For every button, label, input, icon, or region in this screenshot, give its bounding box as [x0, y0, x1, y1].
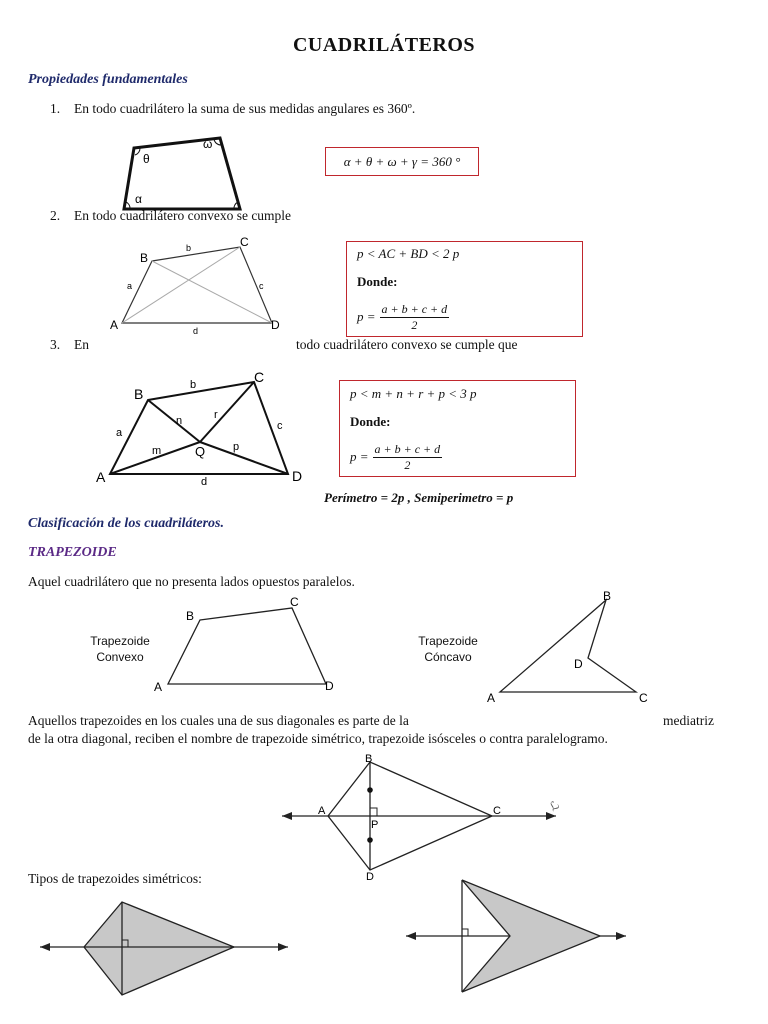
formula-box-diagonals: [346, 241, 583, 337]
vertex-a3-label: A: [96, 469, 106, 485]
item-number-2: 2.: [50, 208, 61, 223]
fraction-1-denominator: 2: [411, 318, 418, 332]
concave-a-label: A: [487, 691, 496, 705]
simetrico-description-part2: mediatriz: [663, 713, 714, 728]
vertex-d3-label: D: [292, 468, 303, 484]
convex-c-label: C: [290, 595, 299, 609]
vertex-b3-label: B: [134, 386, 144, 402]
convex-d-label: D: [325, 679, 334, 693]
angle-omega-label: ω: [203, 137, 213, 151]
donde-label-2: Donde:: [350, 414, 391, 429]
concave-c-label: C: [639, 691, 648, 705]
label-trapezoide-concavo: [412, 633, 484, 665]
figure-simetrico-convexo: [38, 898, 292, 1000]
vertex-c3-label: C: [254, 369, 265, 385]
side-c-label: c: [259, 281, 264, 291]
vertex-b-label: B: [140, 251, 149, 265]
line-l-label: ℒ: [546, 797, 562, 815]
angle-alpha-label: α: [135, 192, 142, 206]
side-d3-label: d: [201, 476, 208, 488]
convex-a-label: A: [154, 680, 163, 694]
point-q-label: Q: [195, 444, 206, 459]
figure-interior-point-quadrilateral: [94, 366, 308, 490]
label-convexo-line1: Trapezoide: [90, 634, 150, 648]
segment-p-label: p: [233, 441, 240, 453]
kite-a-label: A: [318, 805, 326, 817]
side-d-label: d: [193, 326, 199, 336]
side-a3-label: a: [116, 427, 123, 439]
item-text-3: todo cuadrilátero convexo se cumple que: [296, 337, 518, 352]
p-equals-2: p =: [350, 449, 369, 465]
tipos-heading: Tipos de trapezoides simétricos:: [28, 871, 202, 886]
kite-d-label: D: [366, 871, 374, 882]
segment-r-label: r: [214, 409, 218, 421]
kite-p-label: P: [371, 819, 379, 831]
item-number-3: 3.: [50, 337, 61, 352]
simetrico-description-line2: de la otra diagonal, reciben el nombre de trapezoide simétrico, trapezoide isósceles o contra paralelogramo.: [28, 731, 608, 746]
item-text-1: En todo cuadrilátero la suma de sus medidas angulares es 360º.: [74, 101, 416, 116]
figure-trapezoide-concavo: [484, 586, 660, 706]
side-a-label: a: [127, 281, 133, 291]
trapezoide-description: Aquel cuadrilátero que no presenta lados opuestos paralelos.: [28, 574, 355, 589]
item-text-2: En todo cuadrilátero convexo se cumple: [74, 208, 292, 223]
fraction-2-numerator: a + b + c + d: [374, 442, 441, 456]
p-equals-1: p =: [357, 309, 376, 325]
figure-trapezoide-convexo: [150, 592, 346, 696]
fraction-1-numerator: a + b + c + d: [381, 302, 448, 316]
item-text-3-pre: En: [74, 337, 89, 352]
figure-trapezoide-simetrico: [278, 750, 568, 882]
segment-n-label: n: [176, 415, 183, 427]
figure-diagonals-quadrilateral: [108, 234, 300, 338]
figure-simetrico-concavo: [404, 876, 630, 996]
side-c3-label: c: [277, 420, 283, 432]
formula-box-interior: [339, 380, 576, 477]
section-heading-clasificacion: Clasificación de los cuadriláteros.: [28, 516, 224, 531]
formula-diagonals: p < AC + BD < 2 p: [357, 246, 460, 261]
angle-theta-label: θ: [143, 152, 150, 166]
formula-angles: α + θ + ω + γ = 360 °: [343, 154, 461, 169]
convex-b-label: B: [186, 609, 195, 623]
section-heading-propiedades: Propiedades fundamentales: [28, 72, 188, 87]
section-heading-trapezoide: TRAPEZOIDE: [28, 545, 117, 560]
concave-d-label: D: [574, 657, 583, 671]
donde-label-1: Donde:: [357, 274, 398, 289]
side-b-label: b: [186, 243, 192, 253]
label-concavo-line1: Trapezoide: [418, 634, 478, 648]
vertex-c-label: C: [240, 235, 249, 249]
label-convexo-line2: Convexo: [96, 650, 144, 664]
fraction-2: [373, 442, 443, 473]
fraction-2-denominator: 2: [404, 458, 411, 472]
vertex-d-label: D: [271, 318, 280, 332]
label-concavo-line2: Cóncavo: [424, 650, 472, 664]
label-trapezoide-convexo: [84, 633, 156, 665]
vertex-a-label: A: [110, 318, 119, 332]
kite-b-label: B: [365, 753, 373, 765]
simetrico-description-part1: Aquellos trapezoides en los cuales una de sus diagonales es parte de la: [28, 713, 409, 728]
segment-m-label: m: [152, 445, 162, 457]
perimetro-note: Perímetro = 2p , Semiperimetro = p: [324, 490, 514, 505]
figure-angle-quadrilateral: [118, 130, 248, 212]
formula-interior: p < m + n + r + p < 3 p: [350, 386, 477, 401]
kite-c-label: C: [493, 805, 501, 817]
item-number-1: 1.: [50, 101, 61, 116]
side-b3-label: b: [190, 379, 197, 391]
page-title: CUADRILÁTEROS: [292, 34, 476, 56]
fraction-1: [380, 302, 450, 333]
concave-b-label: B: [603, 589, 612, 603]
formula-box-angles: [325, 147, 479, 176]
